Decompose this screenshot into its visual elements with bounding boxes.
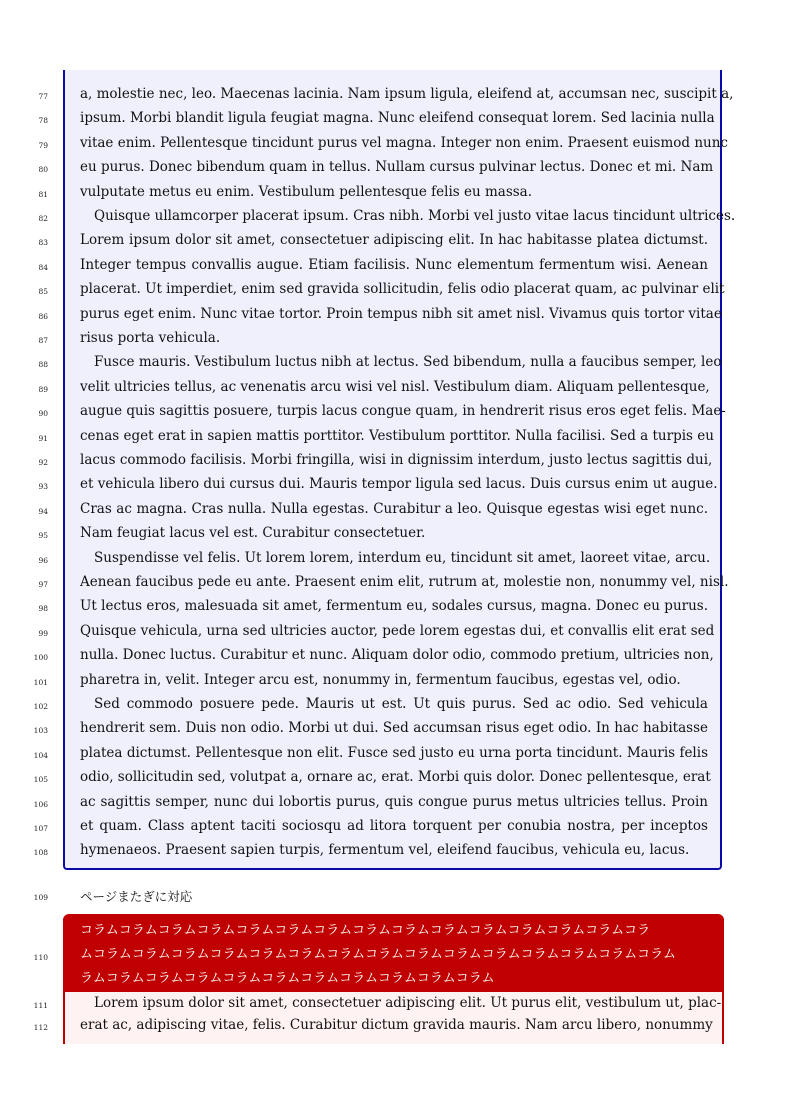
- page-break-heading: ページまたぎに対応: [80, 889, 193, 904]
- line-number: 81: [38, 189, 48, 199]
- line-number: 112: [33, 1023, 48, 1032]
- line-number: 93: [38, 482, 48, 492]
- line-number: 108: [33, 848, 48, 858]
- body-text-line: eu purus. Donec bibendum quam in tellus. Nullam cursus pulvinar lectus. Donec et mi. Nam: [80, 159, 714, 176]
- body-text-line: Integer tempus convallis augue. Etiam facilisis. Nunc elementum fermentum wisi. Aenean: [80, 256, 708, 273]
- body-text-line: vitae enim. Pellentesque tincidunt purus vel magna. Integer non enim. Praesent euismod nunc: [80, 134, 728, 151]
- line-number: 100: [33, 653, 48, 663]
- body-text-line: lacus commodo facilisis. Morbi fringilla, wisi in dignissim interdum, justo lectus sagittis dui,: [80, 452, 713, 468]
- body-text-line: odio, sollicitudin sed, volutpat a, ornare ac, erat. Morbi quis dolor. Donec pellentesque, erat: [80, 769, 711, 786]
- body-text-line: Aenean faucibus pede eu ante. Praesent enim elit, rutrum at, molestie non, nonummy vel, nisl.: [80, 574, 729, 590]
- body-text-line: a, molestie nec, leo. Maecenas lacinia. Nam ipsum ligula, eleifend at, accumsan nec, suscipit a,: [80, 86, 734, 102]
- line-number: 85: [38, 287, 48, 297]
- body-text-line: Quisque vehicula, urna sed ultricies auctor, pede lorem egestas dui, et convallis elit erat sed: [80, 622, 715, 639]
- body-text-line: Quisque ullamcorper placerat ipsum. Cras nibh. Morbi vel justo vitae lacus tincidunt ultrices.: [94, 208, 736, 224]
- line-number: 97: [38, 580, 48, 589]
- line-number: 94: [38, 506, 48, 516]
- body-text-line: Nam feugiat lacus vel est. Curabitur consectetuer.: [80, 525, 426, 542]
- body-text-line: purus eget enim. Nunc vitae tortor. Proin tempus nibh sit amet nisl. Vivamus quis tortor vitae: [80, 305, 722, 322]
- line-number: 89: [38, 384, 48, 394]
- body-text-line: et quam. Class aptent taciti sociosqu ad litora torquent per conubia nostra, per inceptos: [80, 818, 708, 834]
- line-number: 104: [33, 750, 48, 760]
- body-text-line: erat ac, adipiscing vitae, felis. Curabitur dictum gravida mauris. Nam arcu libero, nonummy: [80, 1017, 713, 1033]
- body-text-line: nulla. Donec luctus. Curabitur et nunc. Aliquam dolor odio, commodo pretium, ultricies non,: [80, 647, 714, 664]
- line-number: 99: [38, 628, 48, 638]
- line-number: 77: [38, 92, 48, 101]
- line-number: 83: [38, 238, 48, 248]
- body-text-line: cenas eget erat in sapien mattis porttitor. Vestibulum porttitor. Nulla facilisi. Sed a turpis eu: [80, 427, 714, 444]
- body-text-line: et vehicula libero dui cursus dui. Mauris tempor ligula sed lacus. Duis cursus enim ut augue.: [80, 476, 718, 493]
- line-number: 86: [38, 311, 48, 321]
- line-number: 91: [38, 433, 48, 443]
- body-text-line: Lorem ipsum dolor sit amet, consectetuer adipiscing elit. In hac habitasse platea dictumst.: [80, 232, 708, 249]
- line-number: 111: [33, 1001, 48, 1010]
- body-text-line: placerat. Ut imperdiet, enim sed gravida sollicitudin, felis odio placerat quam, ac pulvinar elit: [80, 281, 725, 298]
- red-column-title-line: ムコラムコラムコラムコラムコラムコラムコラムコラムコラムコラムコラムコラムコラムコラムコラム: [80, 947, 677, 962]
- body-text-line: augue quis sagittis posuere, turpis lacus congue quam, in hendrerit risus eros eget felis. Mae-: [80, 403, 726, 420]
- body-text-line: Cras ac magna. Cras nulla. Nulla egestas. Curabitur a leo. Quisque egestas wisi eget nunc.: [80, 500, 708, 517]
- line-number: 84: [38, 262, 48, 272]
- body-text-line: Lorem ipsum dolor sit amet, consectetuer adipiscing elit. Ut purus elit, vestibulum ut, plac-: [94, 995, 722, 1011]
- body-text-line: Fusce mauris. Vestibulum luctus nibh at lectus. Sed bibendum, nulla a faucibus semper, leo: [94, 354, 722, 371]
- line-number: 87: [38, 336, 48, 345]
- line-number: 98: [38, 604, 48, 614]
- line-number: 101: [33, 677, 48, 687]
- line-number: 88: [38, 360, 48, 370]
- line-number: 92: [38, 458, 48, 467]
- body-text-line: hendrerit sem. Duis non odio. Morbi ut dui. Sed accumsan risus eget odio. In hac habitasse: [80, 720, 708, 737]
- line-number: 96: [38, 555, 48, 565]
- body-text-line: Ut lectus eros, malesuada sit amet, fermentum eu, sodales cursus, magna. Donec eu purus.: [80, 598, 708, 615]
- line-number: 103: [33, 726, 48, 736]
- body-text-line: ac sagittis semper, nunc dui lobortis purus, quis congue purus metus ultricies tellus. Proin: [80, 793, 708, 810]
- body-text-line: hymenaeos. Praesent sapien turpis, fermentum vel, eleifend faucibus, vehicula eu, lacus.: [80, 842, 690, 859]
- line-number: 90: [38, 409, 48, 419]
- line-number: 106: [33, 799, 48, 809]
- line-number: 95: [38, 531, 48, 541]
- body-text-line: risus porta vehicula.: [80, 330, 221, 346]
- line-number: 105: [33, 775, 48, 785]
- line-number: 102: [33, 702, 48, 711]
- line-number: 80: [38, 165, 48, 175]
- line-number: 107: [33, 824, 48, 833]
- body-text-line: Sed commodo posuere pede. Mauris ut est. Ut quis purus. Sed ac odio. Sed vehicula: [94, 696, 708, 712]
- red-column-title-line: ラムコラムコラムコラムコラムコラムコラムコラムコラムコラムコラム: [80, 971, 495, 986]
- body-text-line: velit ultricies tellus, ac venenatis arcu wisi vel nisl. Vestibulum diam. Aliquam pellentesque,: [80, 378, 710, 395]
- line-number: 82: [38, 214, 48, 223]
- red-column-title-line: コラムコラムコラムコラムコラムコラムコラムコラムコラムコラムコラムコラムコラムコラムコラ: [80, 923, 651, 938]
- line-number: 109: [33, 893, 48, 902]
- line-number: 78: [38, 116, 48, 126]
- body-text-line: Suspendisse vel felis. Ut lorem lorem, interdum eu, tincidunt sit amet, laoreet vitae, arcu.: [94, 549, 711, 566]
- body-text-line: ipsum. Morbi blandit ligula feugiat magna. Nunc eleifend consequat lorem. Sed lacinia nulla: [80, 110, 715, 127]
- line-number: 79: [38, 140, 48, 150]
- body-text-line: pharetra in, velit. Integer arcu est, nonummy in, fermentum faucibus, egestas vel, odio.: [80, 671, 681, 688]
- line-number: 110: [33, 953, 48, 962]
- body-text-line: vulputate metus eu enim. Vestibulum pellentesque felis eu massa.: [80, 183, 533, 200]
- body-text-line: platea dictumst. Pellentesque non elit. Fusce sed justo eu urna porta tincidunt. Mauris felis: [80, 744, 708, 761]
